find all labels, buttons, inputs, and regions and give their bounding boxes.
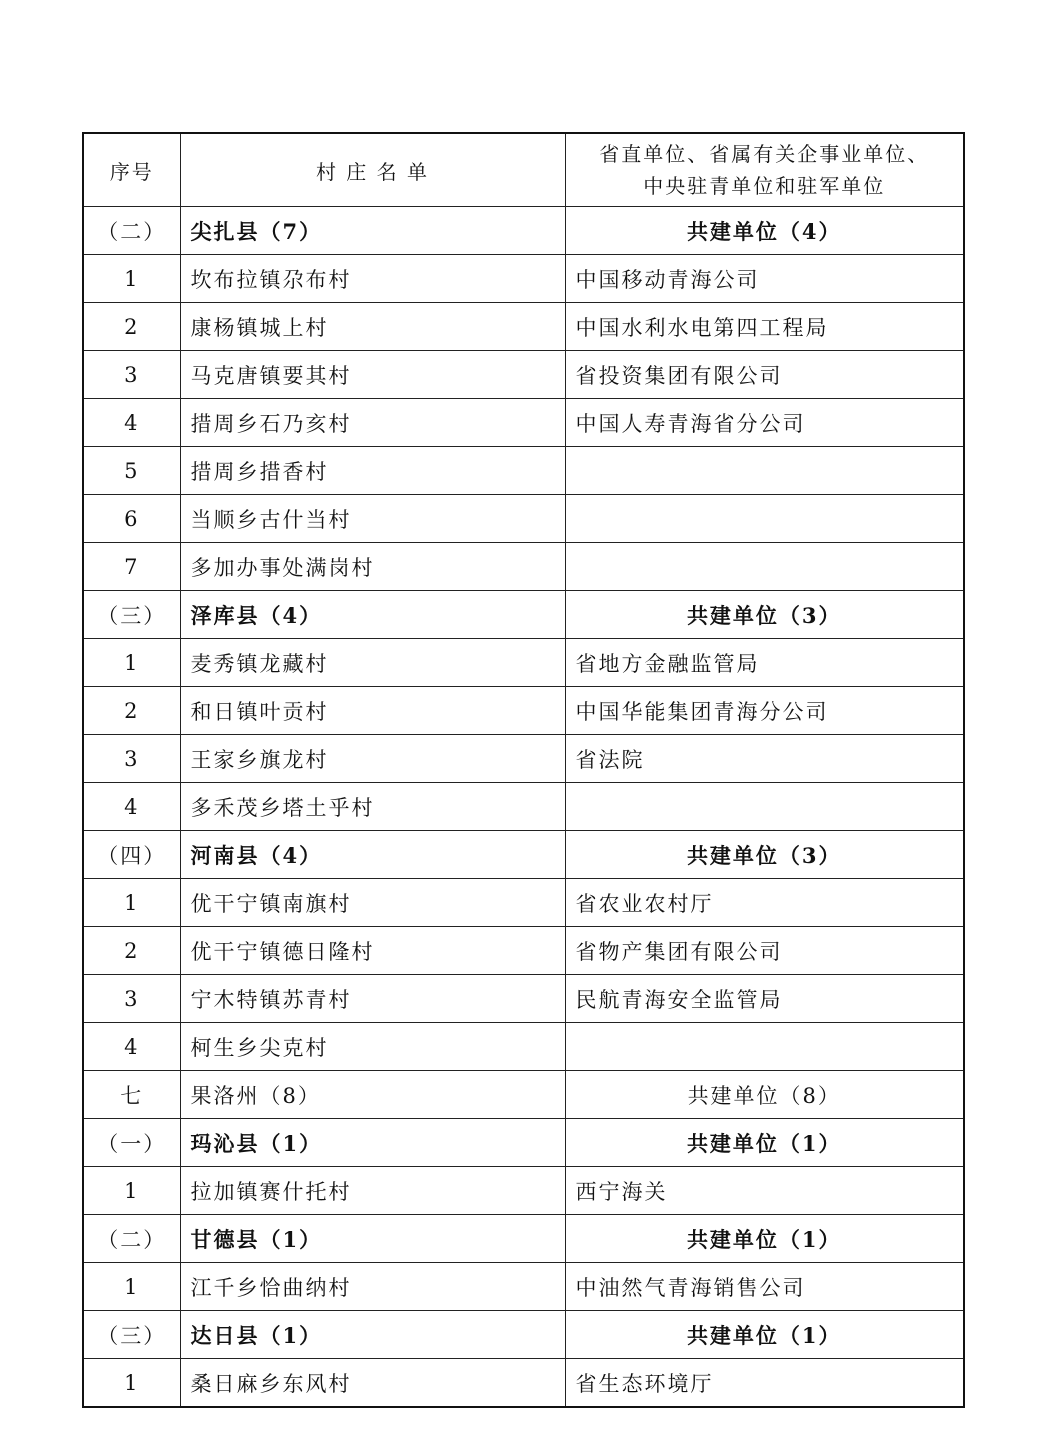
- row-seq: 2: [83, 927, 180, 975]
- row-seq: （四）: [83, 831, 180, 879]
- group-row: [83, 1215, 964, 1263]
- partner-unit-count: 共建单位（4）: [565, 207, 964, 255]
- row-seq: 3: [83, 735, 180, 783]
- table-row: [83, 1023, 964, 1071]
- row-seq: （二）: [83, 207, 180, 255]
- row-seq: （三）: [83, 591, 180, 639]
- header-seq: 序号: [83, 133, 180, 207]
- table-row: [83, 735, 964, 783]
- partner-unit-count: 共建单位（8）: [565, 1071, 964, 1119]
- village-name: 优干宁镇南旗村: [180, 879, 565, 927]
- table-row: [83, 1359, 964, 1408]
- row-seq: 1: [83, 255, 180, 303]
- table-row: [83, 879, 964, 927]
- table-row: [83, 255, 964, 303]
- partner-unit-count: 共建单位（3）: [565, 591, 964, 639]
- partner-unit-count: 共建单位（3）: [565, 831, 964, 879]
- table-row: [83, 543, 964, 591]
- village-name: 多加办事处满岗村: [180, 543, 565, 591]
- region-name: 达日县（1）: [180, 1311, 565, 1359]
- table-row: [83, 687, 964, 735]
- village-name: 麦秀镇龙藏村: [180, 639, 565, 687]
- village-name: 当顺乡古什当村: [180, 495, 565, 543]
- partner-unit: 省生态环境厅: [565, 1359, 964, 1408]
- partner-unit: 中油然气青海销售公司: [565, 1263, 964, 1311]
- table-row: [83, 1167, 964, 1215]
- partner-unit: [565, 447, 964, 495]
- partner-unit: 民航青海安全监管局: [565, 975, 964, 1023]
- partner-unit: 中国人寿青海省分公司: [565, 399, 964, 447]
- row-seq: 2: [83, 303, 180, 351]
- row-seq: 1: [83, 1263, 180, 1311]
- row-seq: （三）: [83, 1311, 180, 1359]
- row-seq: 6: [83, 495, 180, 543]
- partner-unit: 中国水利水电第四工程局: [565, 303, 964, 351]
- region-name: 河南县（4）: [180, 831, 565, 879]
- row-seq: 4: [83, 783, 180, 831]
- header-village: 村 庄 名 单: [180, 133, 565, 207]
- partner-unit: 省投资集团有限公司: [565, 351, 964, 399]
- table-row: [83, 783, 964, 831]
- row-seq: （一）: [83, 1119, 180, 1167]
- group-row: [83, 591, 964, 639]
- village-name: 和日镇叶贡村: [180, 687, 565, 735]
- table-row: [83, 495, 964, 543]
- group-row: [83, 1071, 964, 1119]
- village-name: 多禾茂乡塔土乎村: [180, 783, 565, 831]
- village-name: 措周乡措香村: [180, 447, 565, 495]
- row-seq: 4: [83, 1023, 180, 1071]
- header-unit: [565, 133, 964, 207]
- row-seq: 1: [83, 1359, 180, 1408]
- village-name: 桑日麻乡东风村: [180, 1359, 565, 1408]
- table-header-row: [83, 133, 964, 207]
- village-name: 江千乡恰曲纳村: [180, 1263, 565, 1311]
- village-name: 措周乡石乃亥村: [180, 399, 565, 447]
- table-row: [83, 639, 964, 687]
- village-name: 坎布拉镇尕布村: [180, 255, 565, 303]
- village-name: 宁木特镇苏青村: [180, 975, 565, 1023]
- row-seq: 2: [83, 687, 180, 735]
- table-row: [83, 399, 964, 447]
- partner-unit: [565, 783, 964, 831]
- partner-unit: 中国华能集团青海分公司: [565, 687, 964, 735]
- table-row: [83, 351, 964, 399]
- row-seq: 4: [83, 399, 180, 447]
- table-row: [83, 303, 964, 351]
- table-row: [83, 975, 964, 1023]
- group-row: [83, 1119, 964, 1167]
- row-seq: 1: [83, 639, 180, 687]
- village-name: 柯生乡尖克村: [180, 1023, 565, 1071]
- row-seq: 七: [83, 1071, 180, 1119]
- partner-unit-count: 共建单位（1）: [565, 1215, 964, 1263]
- row-seq: 3: [83, 351, 180, 399]
- row-seq: 3: [83, 975, 180, 1023]
- partner-unit: 省法院: [565, 735, 964, 783]
- partner-unit: 西宁海关: [565, 1167, 964, 1215]
- region-name: 果洛州（8）: [180, 1071, 565, 1119]
- row-seq: 1: [83, 1167, 180, 1215]
- village-partner-table: [82, 132, 965, 1408]
- group-row: [83, 831, 964, 879]
- group-row: [83, 1311, 964, 1359]
- partner-unit-count: 共建单位（1）: [565, 1311, 964, 1359]
- table-row: [83, 447, 964, 495]
- region-name: 尖扎县（7）: [180, 207, 565, 255]
- partner-unit: [565, 495, 964, 543]
- partner-unit: [565, 1023, 964, 1071]
- group-row: [83, 207, 964, 255]
- partner-unit: 省物产集团有限公司: [565, 927, 964, 975]
- row-seq: 5: [83, 447, 180, 495]
- village-name: 康杨镇城上村: [180, 303, 565, 351]
- table-body: [83, 133, 964, 1407]
- partner-unit: [565, 543, 964, 591]
- header-unit-line1: 省直单位、省属有关企事业单位、: [599, 142, 930, 166]
- village-name: 马克唐镇要其村: [180, 351, 565, 399]
- village-name: 优干宁镇德日隆村: [180, 927, 565, 975]
- region-name: 泽库县（4）: [180, 591, 565, 639]
- header-unit-line2: 中央驻青单位和驻军单位: [643, 174, 886, 198]
- table-row: [83, 927, 964, 975]
- row-seq: 1: [83, 879, 180, 927]
- row-seq: 7: [83, 543, 180, 591]
- region-name: 玛沁县（1）: [180, 1119, 565, 1167]
- partner-unit: 中国移动青海公司: [565, 255, 964, 303]
- partner-unit: 省农业农村厅: [565, 879, 964, 927]
- region-name: 甘德县（1）: [180, 1215, 565, 1263]
- partner-unit: 省地方金融监管局: [565, 639, 964, 687]
- table-row: [83, 1263, 964, 1311]
- partner-unit-count: 共建单位（1）: [565, 1119, 964, 1167]
- village-name: 拉加镇赛什托村: [180, 1167, 565, 1215]
- village-name: 王家乡旗龙村: [180, 735, 565, 783]
- row-seq: （二）: [83, 1215, 180, 1263]
